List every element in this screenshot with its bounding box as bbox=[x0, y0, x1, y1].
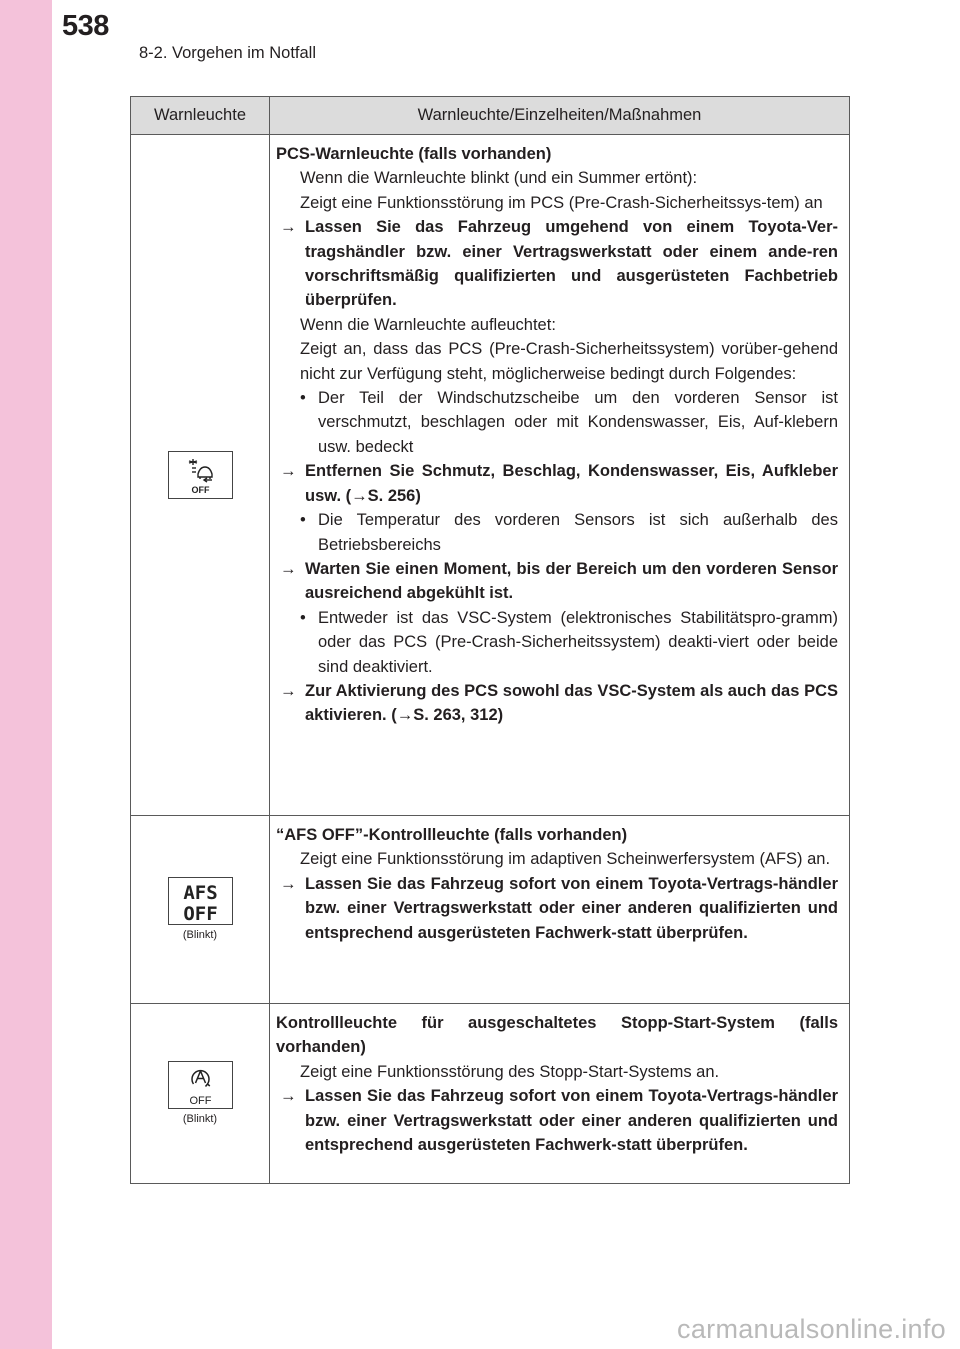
arrow-icon: → bbox=[280, 874, 297, 893]
condition-text: Wenn die Warnleuchte blinkt (und ein Summer ertönt): bbox=[300, 169, 698, 188]
side-color-band bbox=[0, 0, 52, 1349]
action-item: → Lassen Sie das Fahrzeug sofort von einem Toyota-Vertrags-händler bzw. einer Vertragswerkstatt oder einer anderen qualifizierten und entsprechend ausgerüsteten Fachwerk-statt überprüfen. bbox=[276, 1084, 838, 1157]
action-item: → Lassen Sie das Fahrzeug sofort von einem Toyota-Vertrags-händler bzw. einer Vertragswerkstatt oder einer anderen qualifizierten und entsprechend ausgerüsteten Fachwerk-statt überprüfen. bbox=[276, 872, 838, 945]
table-row bbox=[131, 135, 850, 816]
arrow-icon: → bbox=[280, 462, 297, 481]
arrow-icon: → bbox=[396, 706, 414, 725]
arrow-icon: → bbox=[351, 486, 368, 505]
column-header-warnleuchte: Warnleuchte bbox=[131, 97, 270, 135]
entry-heading: PCS-Warnleuchte (falls vorhanden) bbox=[276, 145, 552, 163]
bullet-item: • Die Temperatur des vorderen Sensors ist sich außerhalb des Betriebsbereichs bbox=[276, 508, 838, 557]
bullet-icon: • bbox=[300, 511, 306, 530]
page-reference: S. 263, 312) bbox=[413, 706, 504, 725]
page-reference: S. 256) bbox=[367, 486, 421, 505]
description-text: Zeigt eine Funktionsstörung im adaptiven Scheinwerfersystem (AFS) an. bbox=[300, 850, 831, 869]
stop-start-off-icon bbox=[168, 1061, 233, 1109]
icon-cell bbox=[131, 1004, 270, 1184]
bullet-icon: • bbox=[300, 389, 306, 408]
blink-caption: (Blinkt) bbox=[182, 929, 218, 941]
icon-cell bbox=[131, 135, 270, 816]
column-header-details: Warnleuchte/Einzelheiten/Maßnahmen bbox=[270, 97, 850, 135]
description-text: Zeigt eine Funktionsstörung im PCS (Pre-Crash-Sicherheitssys-tem) an bbox=[300, 193, 823, 212]
svg-text:OFF: OFF bbox=[191, 485, 209, 495]
bullet-icon: • bbox=[300, 608, 306, 627]
svg-text:AFS: AFS bbox=[182, 882, 218, 904]
bullet-item: • Entweder ist das VSC-System (elektronisches Stabilitätspro-gramm) oder das PCS (Pre-Crash-Sicherheitssystem) deakti-viert oder beide sind deaktiviert. bbox=[276, 606, 838, 679]
icon-cell bbox=[131, 816, 270, 1004]
watermark-text: carmanualsonline.info bbox=[677, 1314, 946, 1344]
description-text: Zeigt an, dass das PCS (Pre-Crash-Sicherheitssystem) vorüber-gehend nicht zur Verfügung steht, möglicherweise bedingt durch Folgendes: bbox=[300, 340, 838, 383]
bullet-item: • Der Teil der Windschutzscheibe um den vorderen Sensor ist verschmutzt, beschlagen oder mit Kondenswasser, Eis, Auf-klebern usw. bedeckt bbox=[276, 386, 838, 459]
table-header-row bbox=[131, 97, 850, 135]
svg-text:OFF: OFF bbox=[189, 1095, 211, 1107]
entry-heading: Kontrollleuchte für ausgeschaltetes Stopp-Start-System (falls vorhanden) bbox=[276, 1014, 838, 1057]
blink-caption: (Blinkt) bbox=[182, 1113, 218, 1125]
arrow-icon: → bbox=[280, 681, 297, 700]
warning-light-table bbox=[130, 96, 850, 1184]
details-cell bbox=[270, 135, 850, 816]
action-item: → Entfernen Sie Schmutz, Beschlag, Kondenswasser, Eis, Aufkleber usw. (→S. 256) bbox=[276, 459, 838, 508]
details-cell bbox=[270, 816, 850, 1004]
afs-off-icon bbox=[168, 877, 233, 925]
description-text: Zeigt eine Funktionsstörung des Stopp-Start-Systems an. bbox=[300, 1062, 720, 1081]
arrow-icon: → bbox=[280, 1087, 297, 1106]
pcs-off-icon bbox=[168, 451, 233, 499]
svg-text:OFF: OFF bbox=[182, 903, 218, 924]
arrow-icon: → bbox=[280, 218, 297, 237]
entry-heading: “AFS OFF”-Kontrollleuchte (falls vorhanden) bbox=[276, 826, 628, 844]
details-cell bbox=[270, 1004, 850, 1184]
page-number: 538 bbox=[62, 10, 109, 42]
action-item: → Lassen Sie das Fahrzeug umgehend von einem Toyota-Ver-tragshändler bzw. einer Vertragswerkstatt oder einem ande-ren vorschriftsmäßig qualifizierten und ausgerüsteten Fachbetrieb überprüfen. bbox=[276, 215, 838, 313]
action-item: → Warten Sie einen Moment, bis der Bereich um den vorderen Sensor ausreichend abgekühlt ist. bbox=[276, 557, 838, 606]
table-row bbox=[131, 1004, 850, 1184]
condition-text: Wenn die Warnleuchte aufleuchtet: bbox=[300, 315, 556, 334]
arrow-icon: → bbox=[280, 559, 297, 578]
section-title: 8-2. Vorgehen im Notfall bbox=[139, 44, 317, 62]
action-item: → Zur Aktivierung des PCS sowohl das VSC-System als auch das PCS aktivieren. (→S. 263, 312) bbox=[276, 679, 838, 728]
table-row bbox=[131, 816, 850, 1004]
